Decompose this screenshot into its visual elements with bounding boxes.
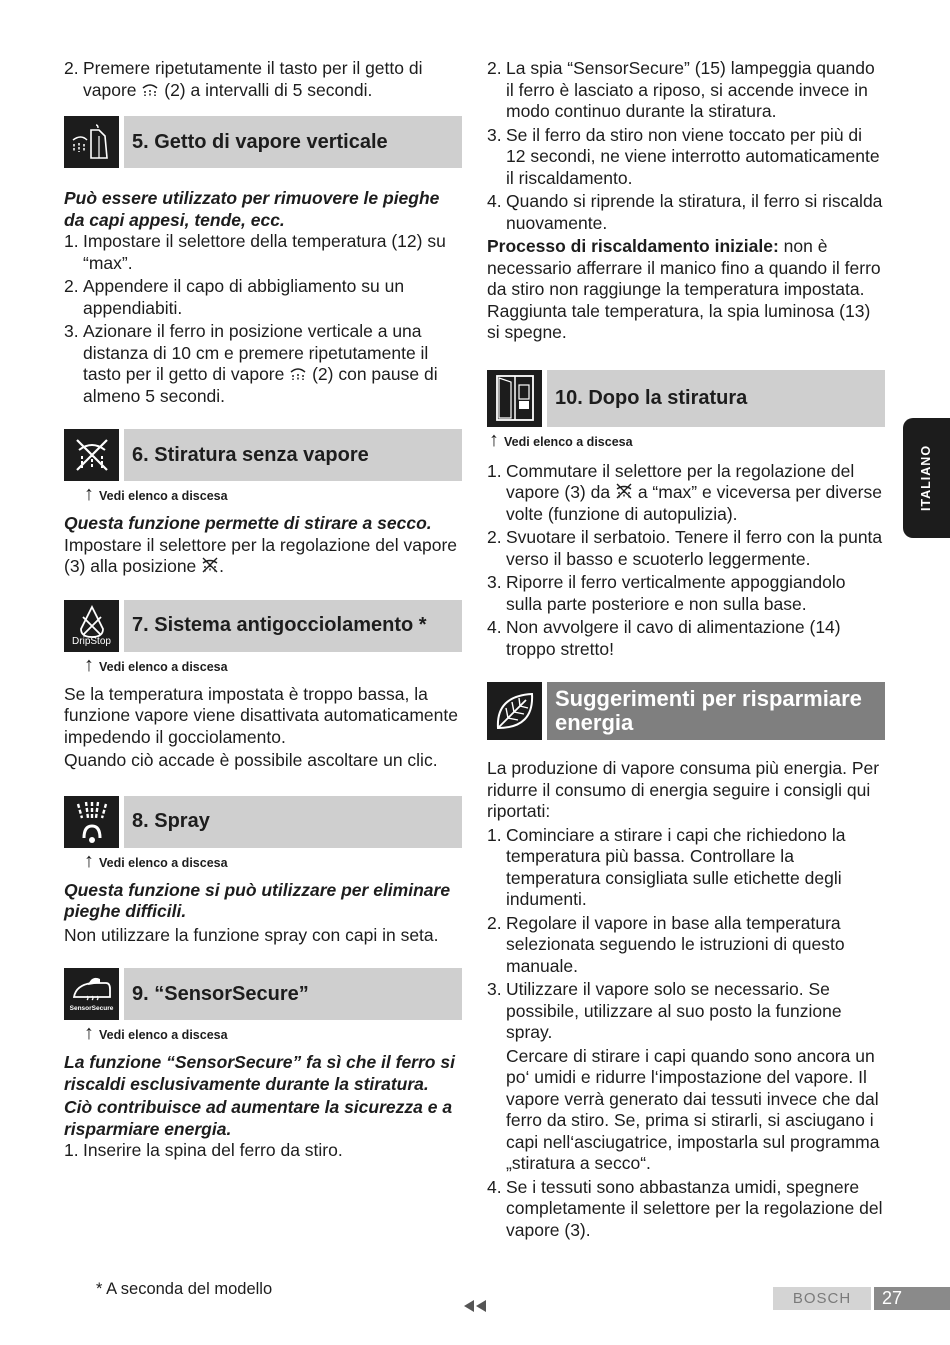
list-text: Riporre il ferro verticalmente appoggiandolo sulla parte posteriore e non sulla base. [506, 572, 846, 614]
list-item [487, 461, 885, 526]
list-text: Azionare il ferro in posizione verticale a una distanza di 10 cm e premere ripetutamente il tasto per il getto di vapore [83, 321, 429, 384]
list-number: 2. [487, 58, 502, 78]
list-item [487, 617, 885, 660]
section-heading-energy [487, 682, 885, 740]
list-text: Utilizzare il vapore solo se necessario. Se possibile, utilizzare al suo posto la funzione spray. [506, 979, 842, 1042]
list-number: 1. [64, 231, 79, 251]
leaf-icon [487, 682, 542, 740]
list-text: Commutare il selettore per la regolazione del vapore (3) da [506, 460, 855, 502]
reference-text: Vedi elenco a discesa [99, 1028, 228, 1042]
dropdown-reference [84, 481, 462, 503]
section-lead: Questa funzione si può utilizzare per eliminare pieghe difficili. [64, 879, 451, 921]
section-title: 8. Spray [124, 796, 462, 848]
body-text: . [219, 556, 225, 576]
page-number: 27 [874, 1287, 950, 1310]
list-item [64, 321, 462, 407]
section-heading-6 [64, 429, 462, 481]
section-lead: La funzione “SensorSecure” fa sì che il ferro si riscaldi esclusivamente durante la stiratura. [64, 1052, 455, 1094]
dropdown-reference [84, 652, 462, 674]
arrow-up-icon: ↑ [84, 653, 94, 676]
list-text: Non avvolgere il cavo di alimentazione (14) troppo stretto! [506, 617, 841, 659]
sensor-secure-icon [64, 968, 119, 1020]
section-heading-7 [64, 600, 462, 652]
paragraph-text: non è necessario afferrare il manico fino a quando il ferro da stiro non raggiunge la temperatura impostata. Raggiunta tale temperatura, la spia luminosa (13) si spegne. [487, 236, 881, 342]
language-tab-label: ITALIANO [919, 444, 934, 512]
back-arrows-icon[interactable] [462, 1299, 488, 1318]
no-steam-icon [201, 556, 219, 574]
list-text: a “max” e viceversa per diverse volte (funzione di autopulizia). [506, 482, 882, 524]
right-column [487, 58, 885, 1243]
list-text: La spia “SensorSecure” (15) lampeggia quando il ferro è lasciato a riposo, si accende invece in modo continuo durante la stiratura. [506, 58, 875, 121]
section-title: 5. Getto di vapore verticale [124, 116, 462, 168]
list-number: 1. [64, 1140, 79, 1160]
instruction-list [487, 461, 885, 661]
dropdown-reference [84, 848, 462, 870]
list-number: 4. [487, 617, 502, 637]
body-text: Impostare il selettore per la regolazione del vapore (3) alla posizione [64, 534, 457, 576]
section-lead: Questa funzione permette di stirare a secco. [64, 513, 432, 533]
section-heading-9 [64, 968, 462, 1020]
reference-text: Vedi elenco a discesa [504, 434, 633, 449]
list-text: Cominciare a stirare i capi che richiedono la temperatura più bassa. Controllare la temperatura consigliata sulle etichette degli indumenti. [506, 824, 846, 909]
brand-label: BOSCH [773, 1287, 871, 1310]
spray-icon [64, 796, 119, 848]
list-text: Appendere il capo di abbigliamento su un appendiabiti. [83, 276, 405, 318]
list-number: 2. [487, 912, 502, 933]
arrow-up-icon: ↑ [84, 1022, 94, 1044]
list-text: Svuotare il serbatoio. Tenere il ferro con la punta verso il basso e scuoterlo leggermente. [506, 527, 883, 569]
section-heading-8 [64, 796, 462, 848]
list-text: (2) a intervalli di 5 secondi. [159, 79, 373, 100]
list-text: Quando si riprende la stiratura, il ferro si riscalda nuovamente. [506, 191, 883, 233]
list-number: 3. [64, 321, 79, 341]
list-text: Premere ripetutamente il tasto per il getto di vapore [83, 58, 423, 100]
no-steam-icon [64, 429, 119, 481]
dropdown-reference [489, 427, 885, 449]
section-body: Non utilizzare la funzione spray con capi in seta. [64, 924, 439, 945]
list-item [64, 1140, 462, 1162]
icon-label: SensorSecure [69, 1005, 114, 1012]
section-heading-10 [487, 370, 885, 427]
instruction-list [64, 1140, 462, 1162]
arrow-up-icon: ↑ [84, 849, 94, 872]
list-text: Cercare di stirare i capi quando sono ancora un po‘ umidi e ridurre l‘impostazione del vapore. Il vapore verrà generato dai tessuti invece che dal ferro da stiro. Se, prima si stirarli, si asciugano i capi nell‘asciugatrice, impostarla sul programma „stiratura a secco“. [506, 1045, 880, 1173]
section-title: 7. Sistema antigocciolamento * [124, 600, 462, 652]
list-item [487, 1177, 885, 1242]
list-number: 2. [64, 276, 79, 296]
arrow-up-icon: ↑ [84, 483, 94, 505]
list-number: 1. [487, 460, 502, 481]
paragraph-bold: Processo di riscaldamento iniziale: [487, 236, 779, 256]
continued-list [487, 58, 885, 234]
arrow-up-icon: ↑ [489, 428, 499, 451]
reference-text: Vedi elenco a discesa [99, 659, 228, 674]
list-text: (2) con pause di almeno 5 secondi. [83, 364, 438, 406]
section-body: Se la temperatura impostata è troppo bassa, la funzione vapore viene disattivata automaticamente impedendo il gocciolamento. [64, 683, 458, 747]
list-text: Regolare il vapore in base alla temperatura selezionata seguendo le istruzioni di questo manuale. [506, 912, 845, 976]
instruction-list [64, 231, 462, 407]
icon-label: DripStop [72, 635, 111, 647]
list-item [487, 527, 885, 570]
list-text: Se i tessuti sono abbastanza umidi, spegnere completamente il selettore per la regolazione del vapore (3). [506, 1176, 883, 1240]
section-lead: Può essere utilizzato per rimuovere le pieghe da capi appesi, tende, ecc. [64, 188, 440, 230]
section-lead: Ciò contribuisce ad aumentare la sicurezza e a risparmiare energia. [64, 1097, 453, 1139]
list-number: 2. [64, 58, 79, 78]
list-number: 4. [487, 1176, 502, 1197]
reference-text: Vedi elenco a discesa [99, 489, 228, 503]
list-item [64, 231, 462, 274]
vertical-steam-icon [64, 116, 119, 168]
list-item [487, 825, 885, 911]
section-title: 9. “SensorSecure” [124, 968, 462, 1020]
steam-icon [141, 80, 159, 98]
list-item [487, 125, 885, 190]
section-heading-5 [64, 116, 462, 168]
list-item [487, 572, 885, 615]
intro-list [64, 58, 462, 101]
list-number: 3. [487, 124, 502, 145]
list-number: 1. [487, 824, 502, 845]
list-item [487, 913, 885, 978]
section-body [64, 535, 462, 578]
section-title: 6. Stiratura senza vapore [124, 429, 462, 481]
heating-paragraph [487, 236, 885, 344]
list-text: Inserire la spina del ferro da stiro. [83, 1140, 343, 1160]
section-title: 10. Dopo la stiratura [547, 370, 885, 427]
footnote: * A seconda del modello [96, 1280, 273, 1298]
dropdown-reference [84, 1020, 462, 1042]
dripstop-icon [64, 600, 119, 652]
steam-icon [289, 364, 307, 382]
list-text: Se il ferro da stiro non viene toccato per più di 12 secondi, ne viene interrotto automaticamente il riscaldamento. [506, 124, 880, 188]
language-tab[interactable] [903, 418, 950, 538]
list-item [487, 191, 885, 234]
section-title: Suggerimenti per risparmiare energia [547, 682, 885, 740]
list-number: 4. [487, 191, 502, 211]
list-number: 3. [487, 572, 502, 592]
wardrobe-icon [487, 370, 542, 427]
list-item [64, 58, 462, 101]
list-item [64, 276, 462, 319]
list-number: 2. [487, 527, 502, 547]
reference-text: Vedi elenco a discesa [99, 855, 228, 870]
list-item [487, 58, 885, 123]
list-text: Impostare il selettore della temperatura (12) su “max”. [83, 231, 446, 273]
section-body: Quando ciò accade è possibile ascoltare un clic. [64, 750, 438, 770]
list-number: 3. [487, 979, 502, 999]
instruction-list [487, 825, 885, 1242]
section-body: La produzione di vapore consuma più energia. Per ridurre il consumo di energia seguire i consigli qui riportati: [487, 758, 880, 821]
left-column [64, 58, 462, 1164]
no-steam-icon [615, 482, 633, 500]
list-item [487, 979, 885, 1175]
